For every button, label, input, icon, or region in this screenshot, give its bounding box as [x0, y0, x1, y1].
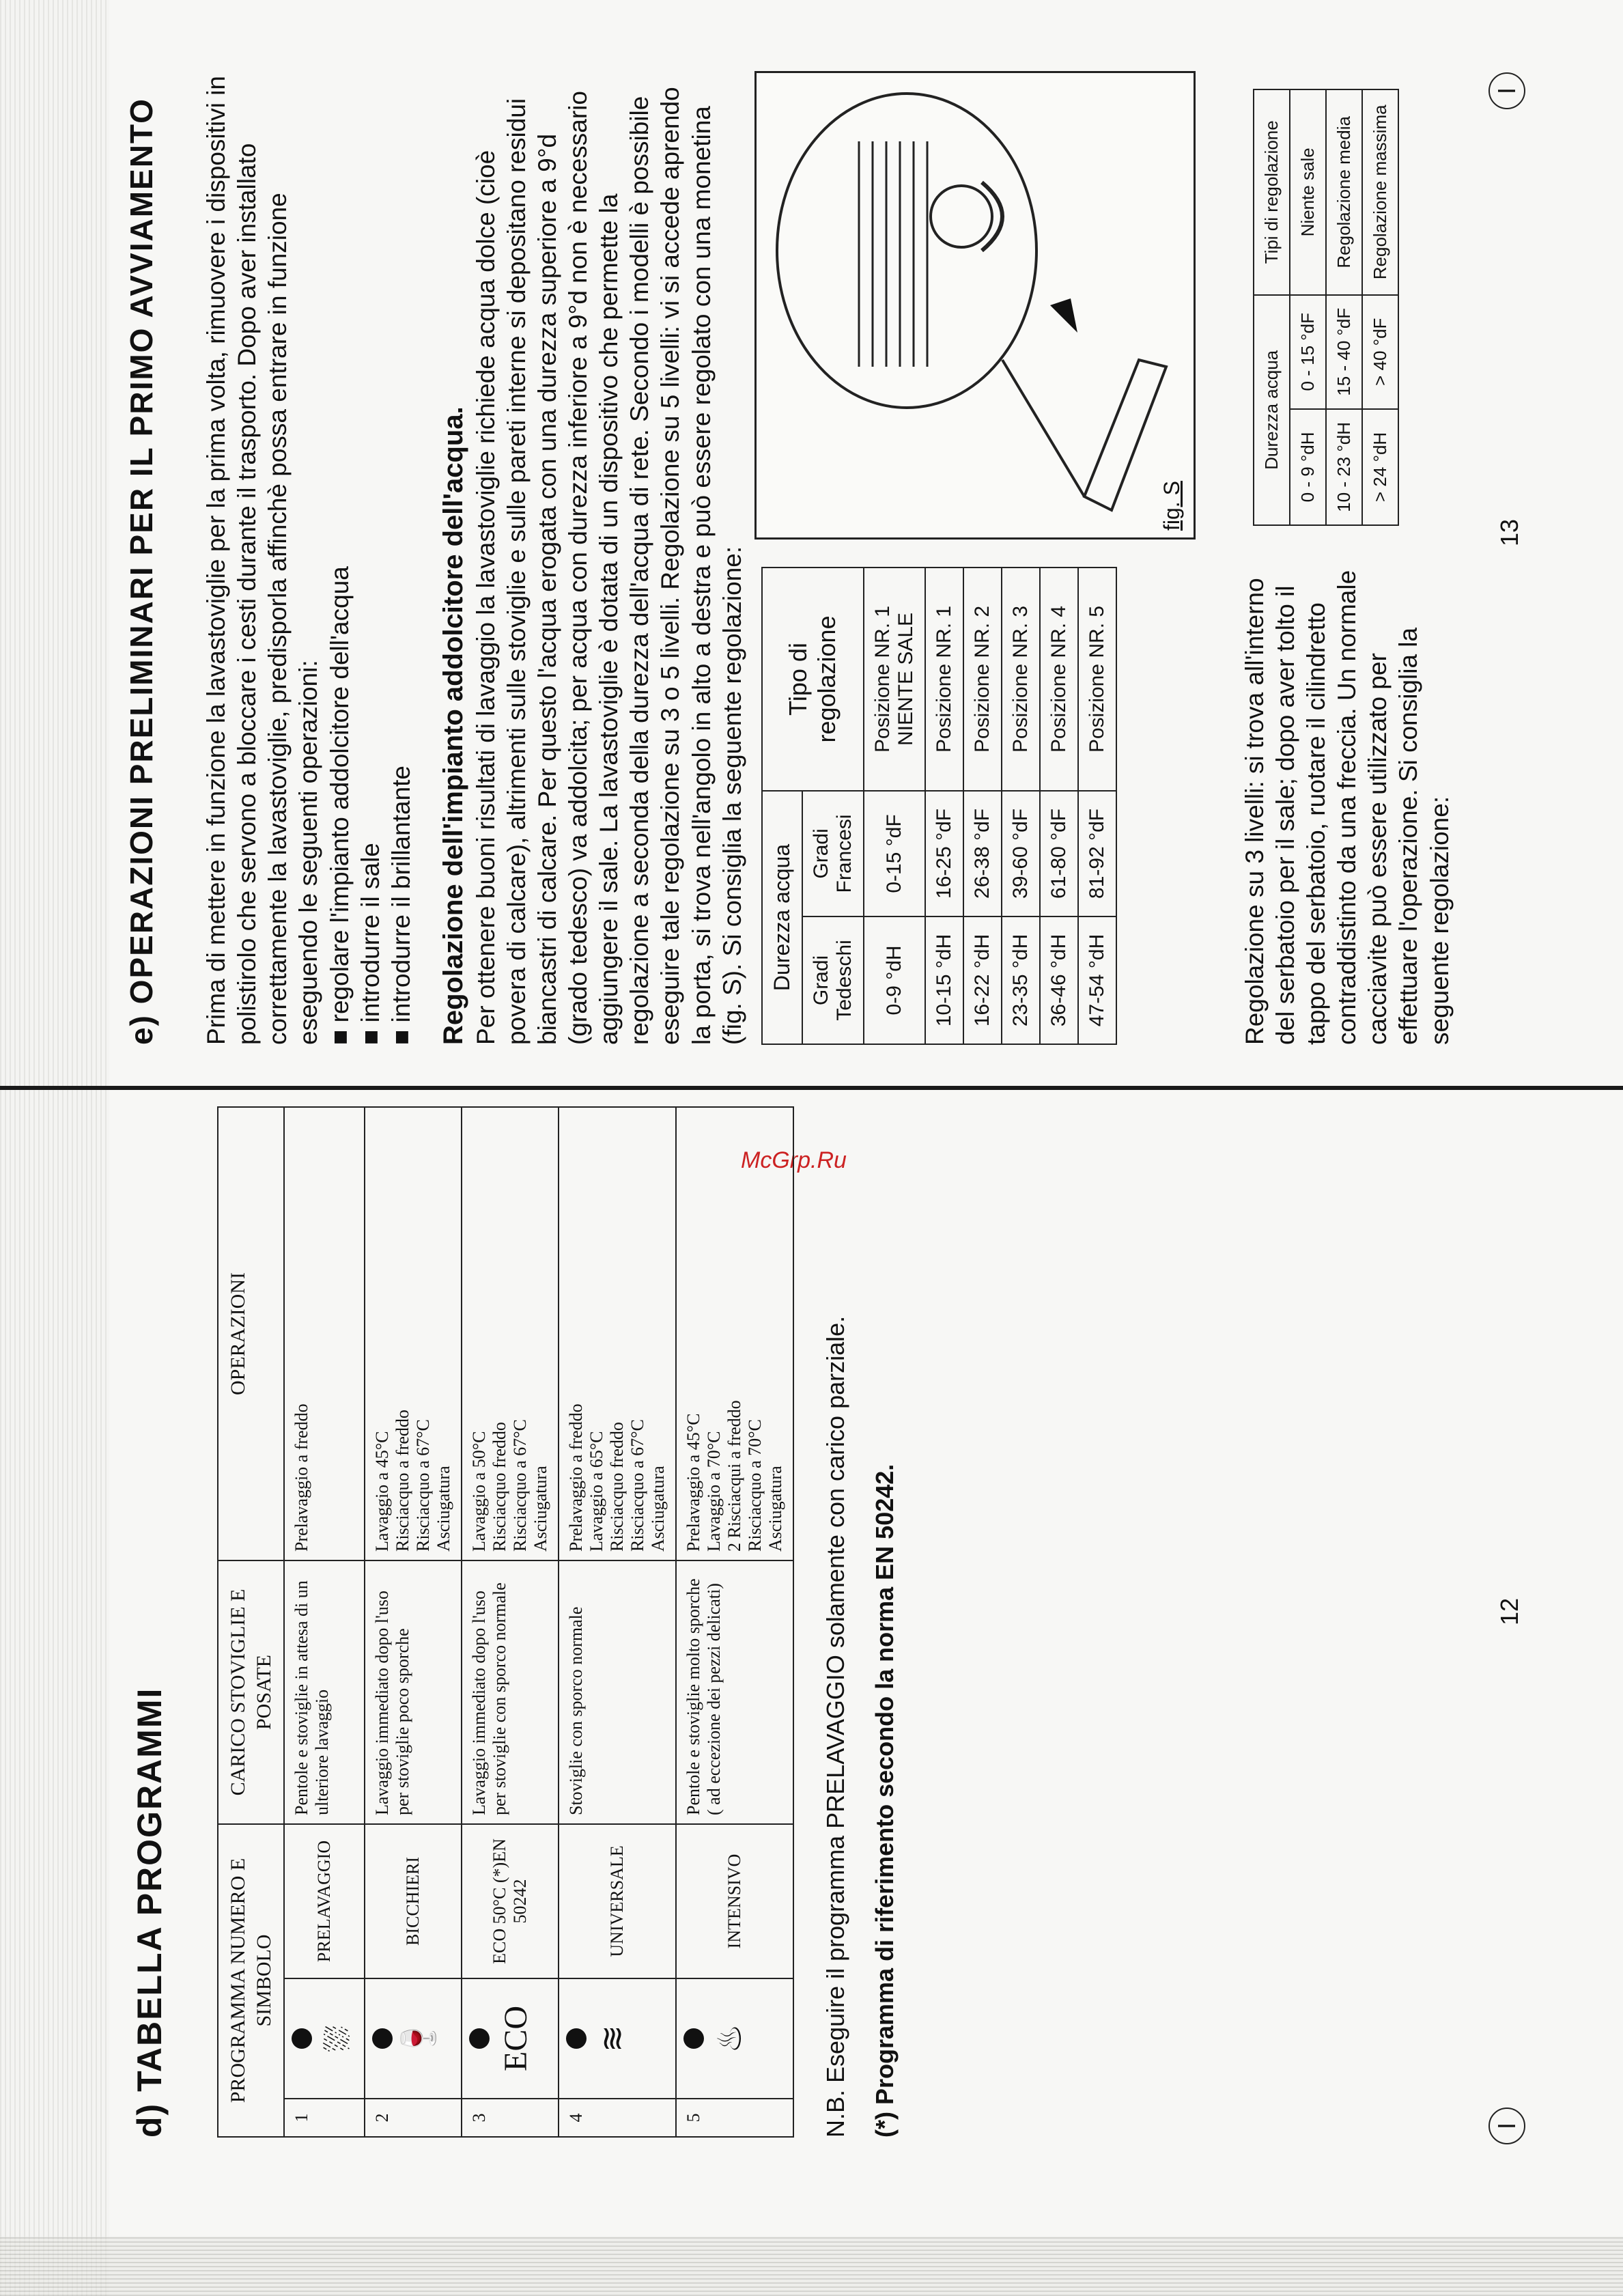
table-cell: 16-22 °dH [963, 916, 1002, 1044]
hardness-table-5-levels [761, 567, 1117, 1045]
table-row [462, 1107, 559, 2137]
table-cell: 61-80 °dF [1040, 791, 1078, 916]
program-name: BICCHIERI [365, 1824, 462, 1978]
intro-text: Prima di mettere in funzione la lavastoviglie per la prima volta, rimuovere i dispositivi in polistirolo che servono a bloccare i cesti durante il trasporto. Dopo aver installato correttamente la lavastoviglie, predisporla affinchè possa entrare in funzione eseguendo le seguenti operazioni: [202, 76, 323, 1045]
program-load: Pentole e stoviglie in attesa di un ulteriore lavaggio [284, 1560, 365, 1824]
table-cell: Regolazione media [1326, 89, 1362, 295]
program-operations: Prelavaggio a freddo Lavaggio a 65°C Risciacquo freddo Risciacquo a 67°C Asciugatura [559, 1107, 676, 1560]
table-cell: Regolazione massima [1362, 89, 1398, 295]
table-cell: 26-38 °dF [963, 791, 1002, 916]
table-cell: 0 - 9 °dH [1290, 409, 1326, 525]
page-number-13: 13 [1495, 518, 1523, 546]
programs-table [217, 1106, 794, 2138]
waves-icon: ≋ [594, 2024, 631, 2053]
step-item: ■ introdurre il sale [355, 75, 386, 1045]
program-load: Stoviglie con sporco normale [559, 1560, 676, 1824]
three-level-text: Regolazione su 3 livelli: si trova all'interno del serbatoio per il sale; dopo aver tolto il tappo del serbatoio, ruotare il cilindretto contraddistinto da una freccia. Un normale cacciavite può essere utilizzato per effettuare l'operazione. Si consiglia la seguente regolazione: [1240, 570, 1454, 1045]
softener-body: Per ottenere buoni risultati di lavaggio la lavastoviglie richiede acqua dolce (cioè povera di calcare), altrimenti sulle stoviglie e sulle pareti interne si depositano residui biancastri di calcare. Per questo l'acqua erogata con una durezza superiore a 9°d (grado tedesco) va addolcita; per acqua con durezza inferiore a 9°d non è necessario aggiungere il sale. La lavastoviglie è dotata di un dispositivo che permette la regolazione a seconda della durezza dell'acqua di rete. Secondo i modelli è possibile eseguire tale regolazione su 3 o 5 livelli. Regolazione su 5 livelli: vi si accede aprendo la porta, si trova nell'angolo in alto a destra e può essere regolato con una monetina (fig. S). Si consiglia la seguente regolazione: [471, 87, 746, 1045]
program-dot-icon [683, 2028, 704, 2049]
table-cell: 36-46 °dH [1040, 916, 1078, 1044]
program-name: UNIVERSALE [559, 1824, 676, 1978]
program-dot-icon [566, 2028, 587, 2049]
subtitle-softener: Regolazione dell'impianto addolcitore dell'acqua. [438, 406, 468, 1045]
header-tipo: Tipo di regolazione [762, 568, 864, 791]
table-row [1290, 89, 1326, 525]
program-operations: Lavaggio a 50°C Risciacquo freddo Risciacquo a 67°C Asciugatura [462, 1107, 559, 1560]
program-symbol [559, 1978, 676, 2099]
table-row [864, 568, 925, 1044]
program-name: PRELAVAGGIO [284, 1824, 365, 1978]
reference-note: (*) Programma di riferimento secondo la norma EN 50242. [870, 1464, 899, 2138]
program-number: 2 [365, 2099, 462, 2137]
program-operations: Prelavaggio a 45°C Lavaggio a 70°C 2 Risciacqui a freddo Risciacquo a 70°C Asciugatura [676, 1107, 793, 1560]
table-cell: 47-54 °dH [1078, 916, 1116, 1044]
program-load: Pentole e stoviglie molto sporche ( ad eccezione dei pezzi delicati) [676, 1560, 793, 1824]
header-operazioni: OPERAZIONI [218, 1107, 284, 1560]
page-number-12: 12 [1495, 1597, 1523, 1625]
program-symbol [284, 1978, 365, 2099]
table-cell: 0-15 °dF [864, 791, 925, 916]
hardness-table-3-levels [1253, 89, 1399, 526]
table-cell: > 40 °dF [1362, 295, 1398, 409]
program-operations: Prelavaggio a freddo [284, 1107, 365, 1560]
table-cell: Posizione NR. 4 [1040, 568, 1078, 791]
header-tipi-3: Tipi di regolazione [1254, 89, 1290, 295]
table-row [365, 1107, 462, 2137]
table-row [559, 1107, 676, 2137]
program-name: INTENSIVO [676, 1824, 793, 1978]
program-symbol [365, 1978, 462, 2099]
program-dot-icon [292, 2028, 312, 2049]
header-carico: CARICO STOVIGLIE E POSATE [218, 1560, 284, 1824]
page-13 [48, 55, 1584, 1065]
watermark: McGrp.Ru [741, 1147, 847, 1173]
table-cell: Posizione NR. 1 NIENTE SALE [864, 568, 925, 791]
table-cell: 10 - 23 °dH [1326, 409, 1362, 525]
table-row [1002, 568, 1040, 1044]
table-cell: > 24 °dH [1362, 409, 1398, 525]
header-durezza-3: Durezza acqua [1254, 295, 1290, 525]
header-programma: PROGRAMMA NUMERO E SIMBOLO [218, 1824, 284, 2137]
table-cell: Posizione NR. 1 [925, 568, 963, 791]
pot-icon: ♨ [711, 2024, 748, 2054]
table-cell: 16-25 °dF [925, 791, 963, 916]
table-cell: 39-60 °dF [1002, 791, 1040, 916]
step-item: ■ introdurre il brillantante [386, 75, 417, 1045]
table-cell: Posizione NR. 3 [1002, 568, 1040, 791]
language-badge-left: I [1488, 2108, 1525, 2144]
language-badge-right: I [1488, 72, 1525, 109]
program-symbol [676, 1978, 793, 2099]
table-cell: Niente sale [1290, 89, 1326, 295]
programs-table-body [284, 1107, 793, 2137]
eco-icon: ECO [497, 2006, 534, 2071]
table-cell: Posizione NR. 5 [1078, 568, 1116, 791]
program-symbol [462, 1978, 559, 2099]
header-gradi-francesi: Gradi Francesi [802, 791, 864, 916]
table-cell: 0-9 °dH [864, 916, 925, 1044]
program-number: 5 [676, 2099, 793, 2137]
table-row [1078, 568, 1116, 1044]
table-cell: 23-35 °dH [1002, 916, 1040, 1044]
figure-label: fig. S [1159, 481, 1184, 531]
program-dot-icon [469, 2028, 490, 2049]
table-row [925, 568, 963, 1044]
dishwasher-door-coin-icon [757, 73, 1194, 537]
program-load: Lavaggio immediato dopo l'uso per stoviglie con sporco normale [462, 1560, 559, 1824]
program-number: 1 [284, 2099, 365, 2137]
section-title-preliminary: e) OPERAZIONI PRELIMINARI PER IL PRIMO AVVIAMENTO [124, 98, 159, 1045]
section-title-programs: d) TABELLA PROGRAMMI [130, 1687, 169, 2138]
program-number: 3 [462, 2099, 559, 2137]
note-prelavaggio: N.B. Eseguire il programma PRELAVAGGIO solamente con carico parziale. [821, 1315, 849, 2138]
step-item: ■ regolare l'impianto addolcitore dell'acqua [324, 75, 355, 1045]
intro-paragraph [201, 75, 748, 1045]
table-cell: Posizione NR. 2 [963, 568, 1002, 791]
steps-list [324, 75, 417, 1045]
table-row [1362, 89, 1398, 525]
program-dot-icon [372, 2028, 393, 2049]
table-cell: 0 - 15 °dF [1290, 295, 1326, 409]
program-operations: Lavaggio a 45°C Risciacquo a freddo Risciacquo a 67°C Asciugatura [365, 1107, 462, 1560]
table-row [284, 1107, 365, 2137]
program-load: Lavaggio immediato dopo l'uso per stoviglie poco sporche [365, 1560, 462, 1824]
hardness-table-3-body [1290, 89, 1398, 525]
table-cell: 15 - 40 °dF [1326, 295, 1362, 409]
table-row [963, 568, 1002, 1044]
wine-glass-icon: 🍷 [400, 2018, 437, 2059]
table-row [1040, 568, 1078, 1044]
table-cell: 10-15 °dH [925, 916, 963, 1044]
program-name: ECO 50°C (*)EN 50242 [462, 1824, 559, 1978]
table-row [1326, 89, 1362, 525]
table-row [676, 1107, 793, 2137]
header-gradi-tedeschi: Gradi Tedeschi [802, 916, 864, 1044]
table-cell: 81-92 °dF [1078, 791, 1116, 916]
shower-spray-icon: ⛆ [320, 2025, 356, 2052]
hardness-table-5-body [864, 568, 1116, 1044]
scan-noise-bottom [0, 2237, 1623, 2296]
figure-s-illustration [754, 71, 1196, 540]
page-12 [48, 1086, 1584, 2158]
program-number: 4 [559, 2099, 676, 2137]
header-durezza: Durezza acqua [762, 791, 802, 1044]
